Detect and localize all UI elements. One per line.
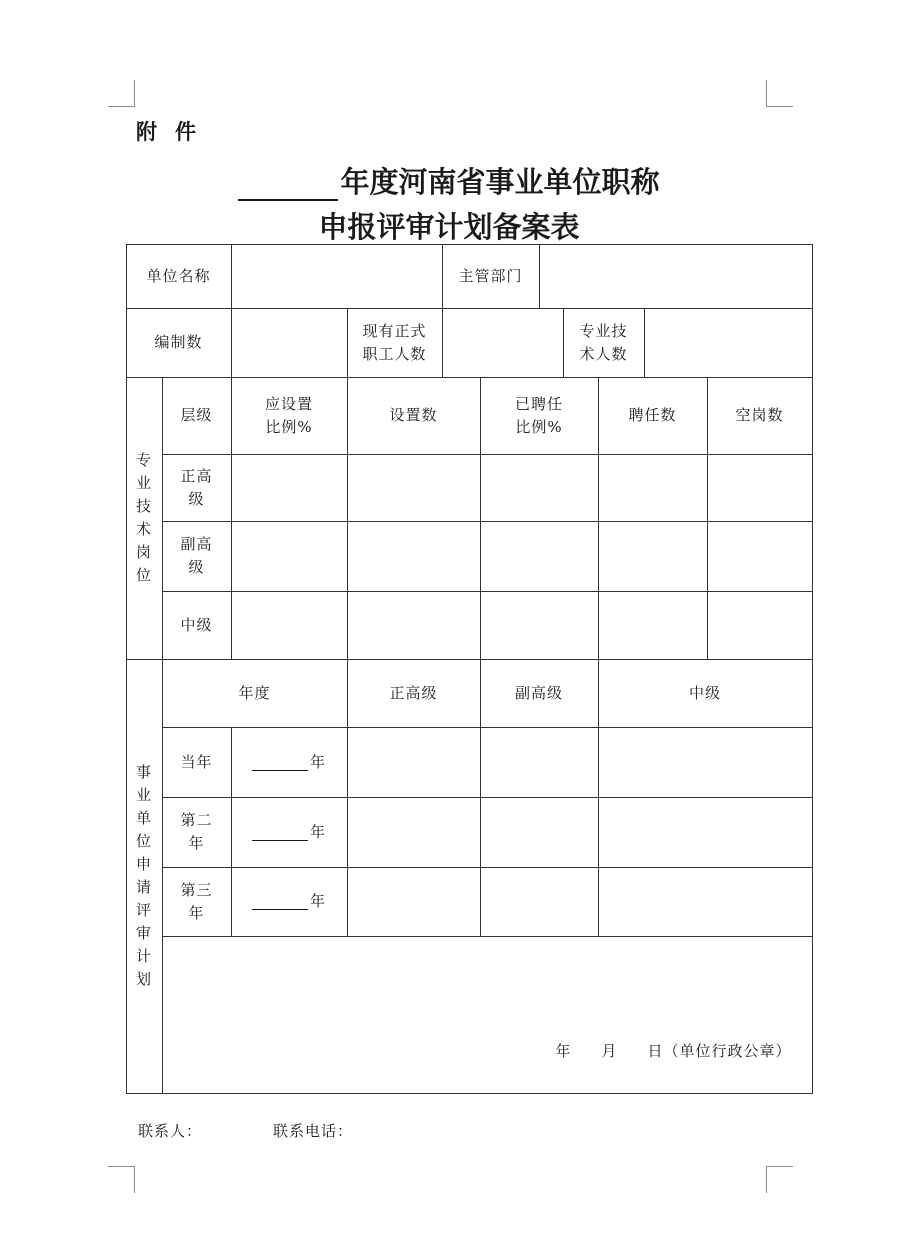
level-vice-senior: 副高 级 bbox=[162, 521, 232, 592]
table-cell[interactable] bbox=[598, 521, 708, 592]
crop-mark-top-right bbox=[766, 80, 793, 107]
header-vice-senior: 副高级 bbox=[480, 659, 599, 728]
level-senior: 正高 级 bbox=[162, 454, 232, 522]
crop-mark-bottom-right bbox=[766, 1166, 793, 1193]
table-cell[interactable] bbox=[598, 454, 708, 522]
table-cell[interactable] bbox=[598, 797, 813, 868]
year-input-cell[interactable]: 年 bbox=[231, 797, 348, 868]
header-senior: 正高级 bbox=[347, 659, 481, 728]
dept-field[interactable] bbox=[539, 244, 813, 309]
table-cell[interactable] bbox=[480, 797, 599, 868]
header-year: 年度 bbox=[162, 659, 348, 728]
table-cell[interactable] bbox=[347, 797, 481, 868]
phone-label: 联系电话： bbox=[273, 1122, 354, 1140]
staffing-field[interactable] bbox=[231, 308, 348, 378]
header-hired: 聘任数 bbox=[598, 377, 708, 455]
unit-name-field[interactable] bbox=[231, 244, 443, 309]
table-cell[interactable] bbox=[347, 867, 481, 937]
table-cell[interactable] bbox=[480, 591, 599, 660]
crop-mark-top-left bbox=[108, 80, 135, 107]
year-input-cell[interactable]: 年 bbox=[231, 867, 348, 937]
seal-area[interactable] bbox=[162, 936, 813, 1094]
header-level: 层级 bbox=[162, 377, 232, 455]
current-staff-field[interactable] bbox=[442, 308, 564, 378]
plan-year-second: 第二 年 bbox=[162, 797, 232, 868]
unit-name-label: 单位名称 bbox=[126, 244, 232, 309]
title-line-2: 申报评审计划备案表 bbox=[318, 210, 580, 244]
crop-mark-bottom-left bbox=[108, 1166, 135, 1193]
header-ratio: 应设置 比例% bbox=[231, 377, 348, 455]
title-line-1: 年度河南省事业单位职称 bbox=[0, 160, 898, 201]
table-cell[interactable] bbox=[707, 454, 813, 522]
table-cell[interactable] bbox=[347, 727, 481, 798]
tech-staff-field[interactable] bbox=[644, 308, 813, 378]
level-middle: 中级 bbox=[162, 591, 232, 660]
table-cell[interactable] bbox=[598, 867, 813, 937]
year-input-cell[interactable]: 年 bbox=[231, 727, 348, 798]
table-cell[interactable] bbox=[707, 521, 813, 592]
table-cell[interactable] bbox=[598, 727, 813, 798]
table-cell[interactable] bbox=[707, 591, 813, 660]
date-line: 年 月 日（单位行政公章） bbox=[555, 1041, 792, 1060]
table-cell[interactable] bbox=[598, 591, 708, 660]
header-set: 设置数 bbox=[347, 377, 481, 455]
table-cell[interactable] bbox=[231, 521, 348, 592]
plan-year-current: 当年 bbox=[162, 727, 232, 798]
staffing-label: 编制数 bbox=[126, 308, 232, 378]
table-cell[interactable] bbox=[231, 591, 348, 660]
table-cell[interactable] bbox=[480, 521, 599, 592]
header-vacant: 空岗数 bbox=[707, 377, 813, 455]
header-middle: 中级 bbox=[598, 659, 813, 728]
table-cell[interactable] bbox=[480, 867, 599, 937]
table-cell[interactable] bbox=[347, 591, 481, 660]
year-blank[interactable] bbox=[238, 173, 338, 201]
header-hired-ratio: 已聘任 比例% bbox=[480, 377, 599, 455]
table-cell[interactable] bbox=[347, 454, 481, 522]
table-cell[interactable] bbox=[480, 454, 599, 522]
tech-staff-label: 专业技 术人数 bbox=[563, 308, 645, 378]
dept-label: 主管部门 bbox=[442, 244, 540, 309]
current-staff-label: 现有正式 职工人数 bbox=[347, 308, 443, 378]
section1-label: 专 业 技 术 岗 位 bbox=[126, 377, 163, 660]
table-cell[interactable] bbox=[480, 727, 599, 798]
contact-label: 联系人： bbox=[138, 1122, 203, 1140]
table-cell[interactable] bbox=[347, 521, 481, 592]
plan-year-third: 第三 年 bbox=[162, 867, 232, 937]
table-cell[interactable] bbox=[231, 454, 348, 522]
section2-label: 事 业 单 位 申 请 评 审 计 划 bbox=[126, 659, 163, 1094]
attachment-label: 附件 bbox=[136, 120, 214, 144]
